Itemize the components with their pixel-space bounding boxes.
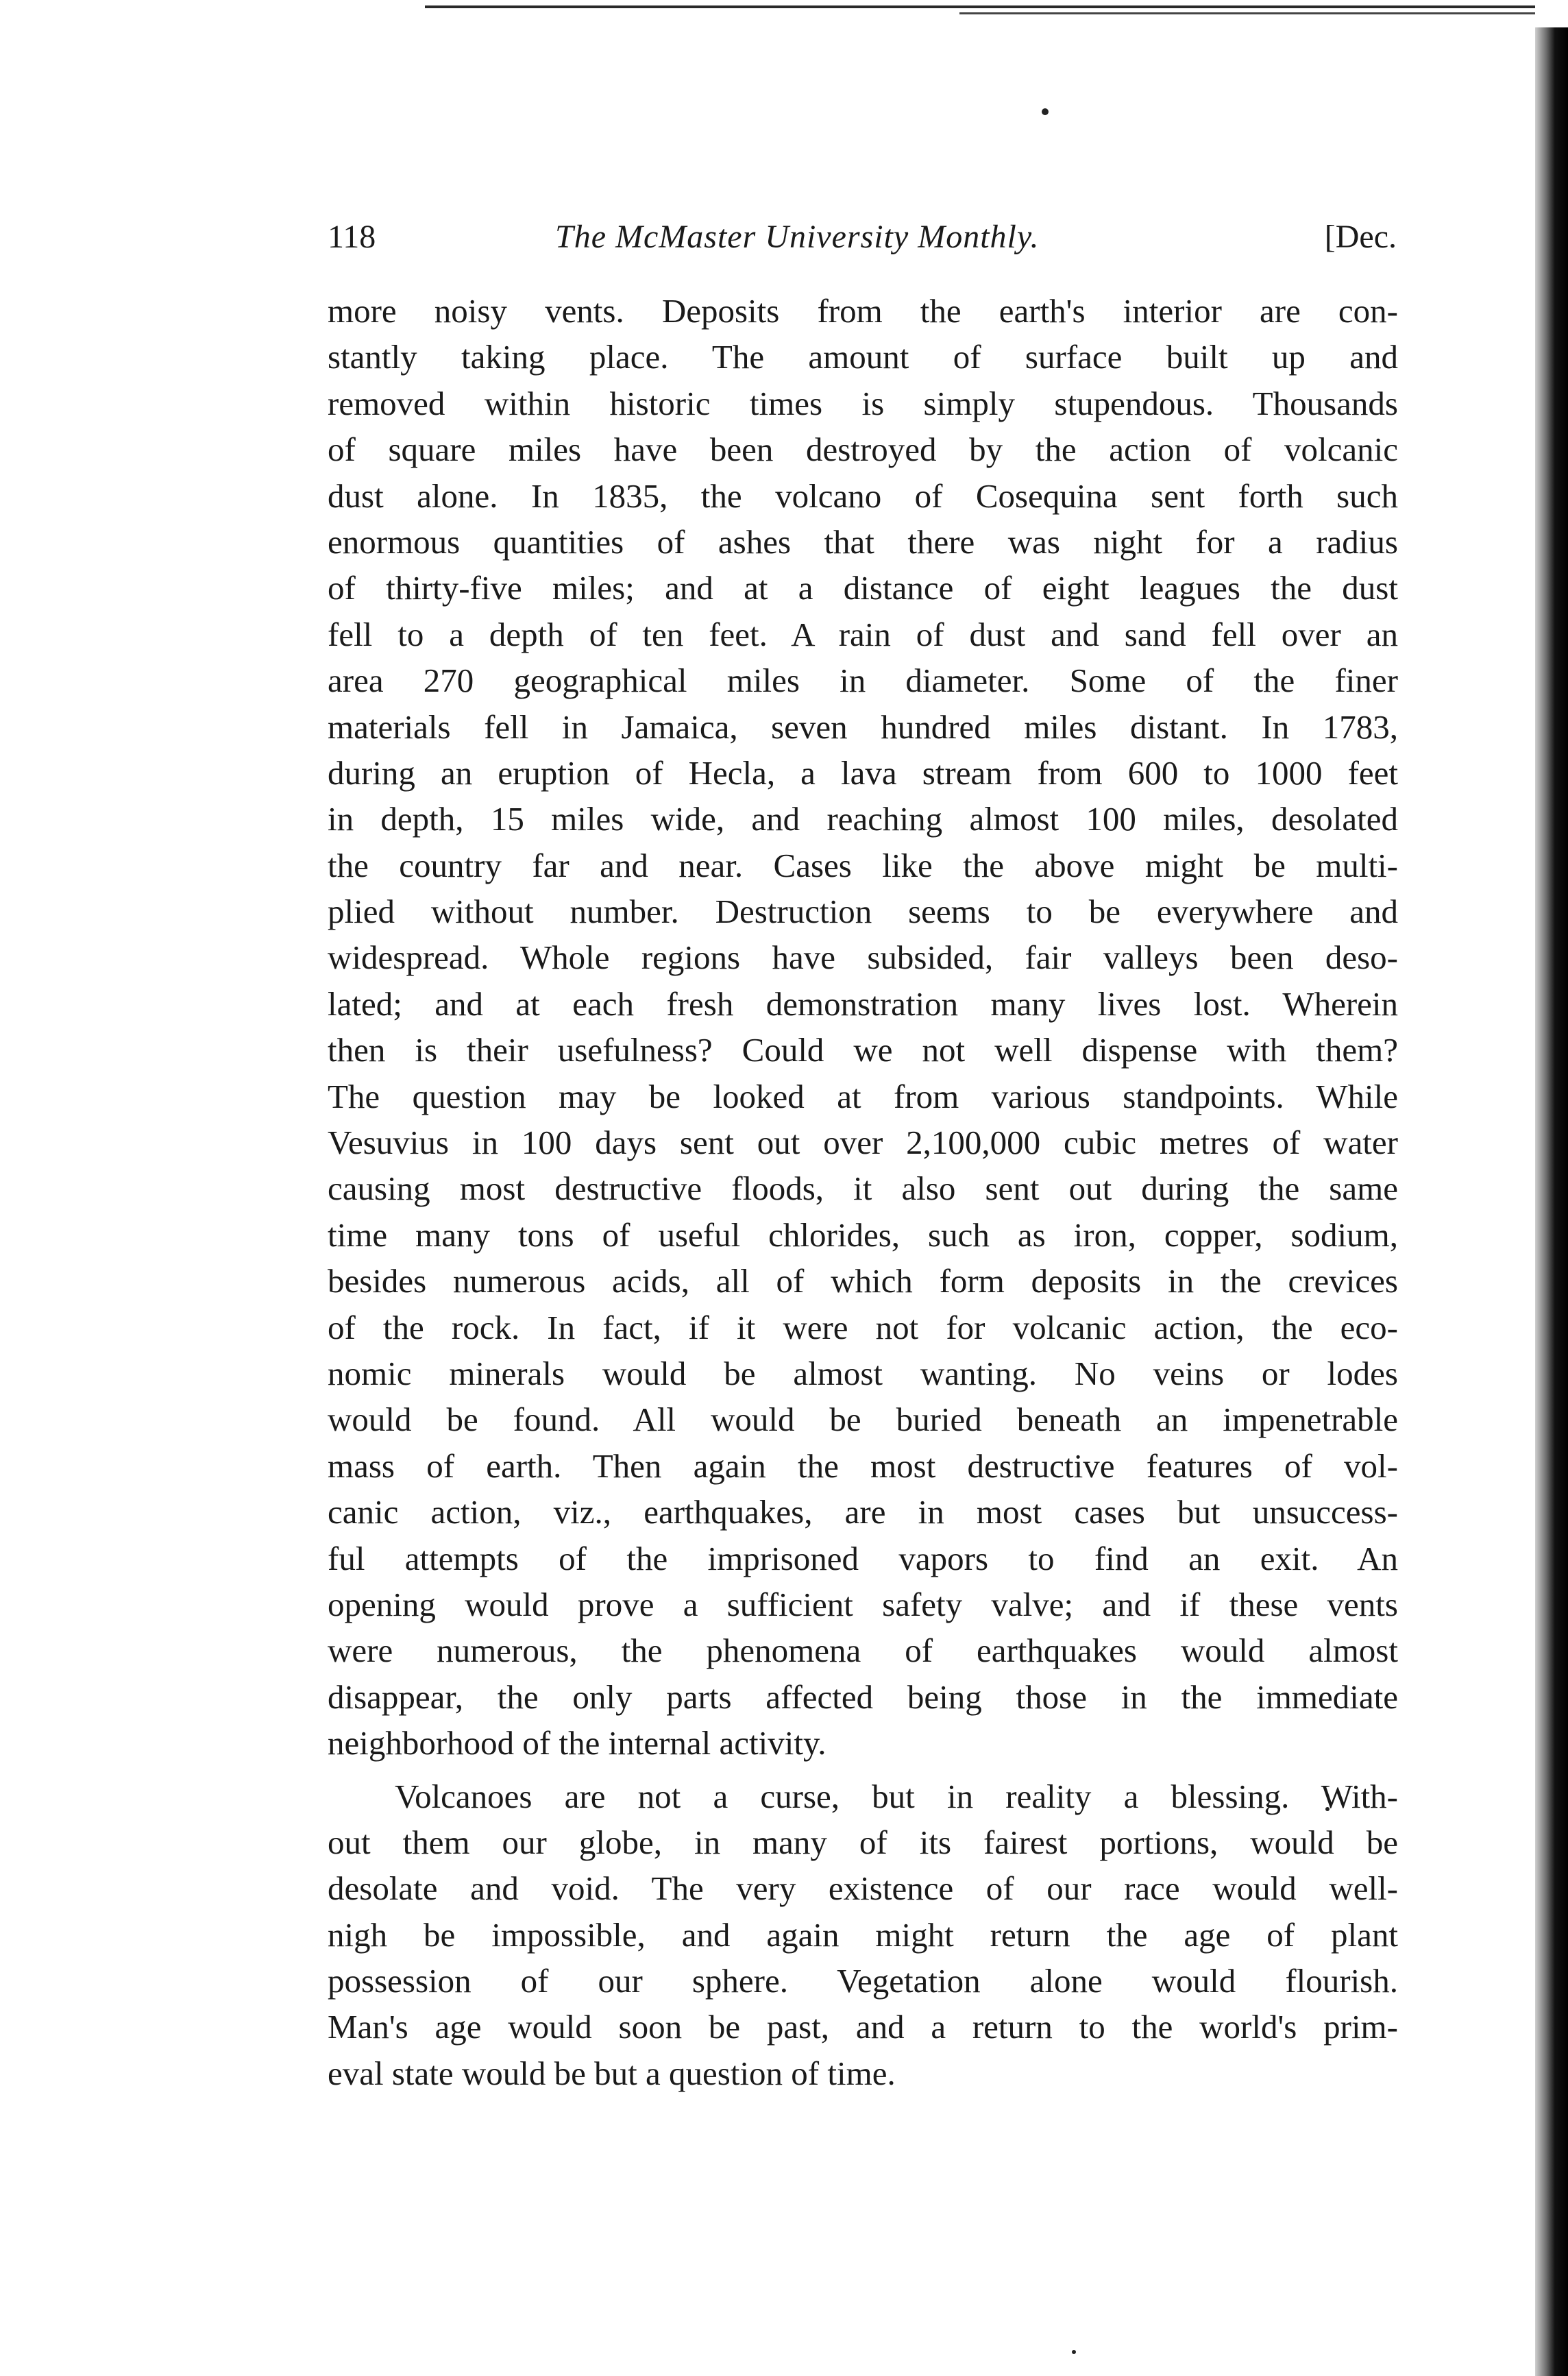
text-line: removed within historic times is simply stupendous. Thousands [328, 384, 1398, 422]
text-line: widespread. Whole regions have subsided, fair valleys been deso- [328, 938, 1398, 977]
page-header [328, 218, 1397, 273]
body-text [328, 288, 1398, 2096]
text-line: Volcanoes are not a curse, but in reality a blessing. With- [395, 1777, 1398, 1815]
text-line: nigh be impossible, and again might return the age of plant [328, 1915, 1398, 1954]
scan-right-edge-shadow [1535, 27, 1568, 2376]
text-line: time many tons of useful chlorides, such as iron, copper, sodium, [328, 1215, 1398, 1254]
text-line: in depth, 15 miles wide, and reaching almost 100 miles, desolated [328, 800, 1398, 838]
scan-speck [1072, 2350, 1076, 2354]
text-line: Vesuvius in 100 days sent out over 2,100,000 cubic metres of water [328, 1124, 1398, 1162]
text-line: desolate and void. The very existence of our race would well- [328, 1869, 1398, 1908]
text-line: causing most destructive floods, it also sent out during the same [328, 1169, 1398, 1208]
text-line: lated; and at each fresh demonstration many lives lost. Wherein [328, 984, 1398, 1023]
running-title: The McMaster University Monthly. [555, 219, 1040, 255]
section-mark: [Dec. [1324, 219, 1397, 255]
text-line: neighborhood of the internal activity. [328, 1724, 826, 1762]
paragraph [328, 1773, 1398, 2097]
text-line: possession of our sphere. Vegetation alone would flourish. [328, 1962, 1398, 2000]
text-line: area 270 geographical miles in diameter. Some of the finer [328, 662, 1398, 700]
text-line: the country far and near. Cases like the above might be multi- [328, 846, 1398, 884]
text-line: eval state would be but a question of time. [328, 2054, 896, 2092]
text-line: disappear, the only parts affected being those in the immediate [328, 1677, 1398, 1716]
text-line: mass of earth. Then again the most destructive features of vol- [328, 1446, 1398, 1485]
paragraph [328, 288, 1398, 1767]
text-line: canic action, viz., earthquakes, are in most cases but unsuccess- [328, 1493, 1398, 1531]
scan-speck [1042, 108, 1049, 115]
text-line: besides numerous acids, all of which form deposits in the crevices [328, 1262, 1398, 1300]
text-line: then is their usefulness? Could we not well dispense with them? [328, 1031, 1398, 1069]
text-line: of square miles have been destroyed by the action of volcanic [328, 431, 1398, 469]
scan-top-edge-line-2 [959, 12, 1535, 14]
text-line: The question may be looked at from various standpoints. While [328, 1077, 1398, 1115]
text-line: were numerous, the phenomena of earthquakes would almost [328, 1632, 1398, 1670]
page-number: 118 [328, 219, 376, 255]
text-line: materials fell in Jamaica, seven hundred miles distant. In 1783, [328, 707, 1398, 746]
text-line: opening would prove a sufficient safety valve; and if these vents [328, 1585, 1398, 1623]
text-line: stantly taking place. The amount of surface built up and [328, 338, 1398, 376]
text-line: plied without number. Destruction seems to be everywhere and [328, 893, 1398, 931]
text-line: nomic minerals would be almost wanting. No veins or lodes [328, 1354, 1398, 1392]
text-line: more noisy vents. Deposits from the earth's interior are con- [328, 292, 1398, 330]
text-line: dust alone. In 1835, the volcano of Cosequina sent forth such [328, 476, 1398, 515]
text-line: Man's age would soon be past, and a return to the world's prim- [328, 2008, 1398, 2046]
text-line: of thirty-five miles; and at a distance of eight leagues the dust [328, 569, 1398, 607]
text-line: enormous quantities of ashes that there was night for a radius [328, 522, 1398, 561]
text-line: of the rock. In fact, if it were not for volcanic action, the eco- [328, 1308, 1398, 1346]
scan-top-edge-line [425, 5, 1535, 8]
text-line: during an eruption of Hecla, a lava stream from 600 to 1000 feet [328, 753, 1398, 792]
text-line: fell to a depth of ten feet. A rain of dust and sand fell over an [328, 615, 1398, 653]
text-line: ful attempts of the imprisoned vapors to find an exit. An [328, 1539, 1398, 1577]
text-line: would be found. All would be buried beneath an impenetrable [328, 1401, 1398, 1439]
text-line: out them our globe, in many of its fairest portions, would be [328, 1823, 1398, 1861]
